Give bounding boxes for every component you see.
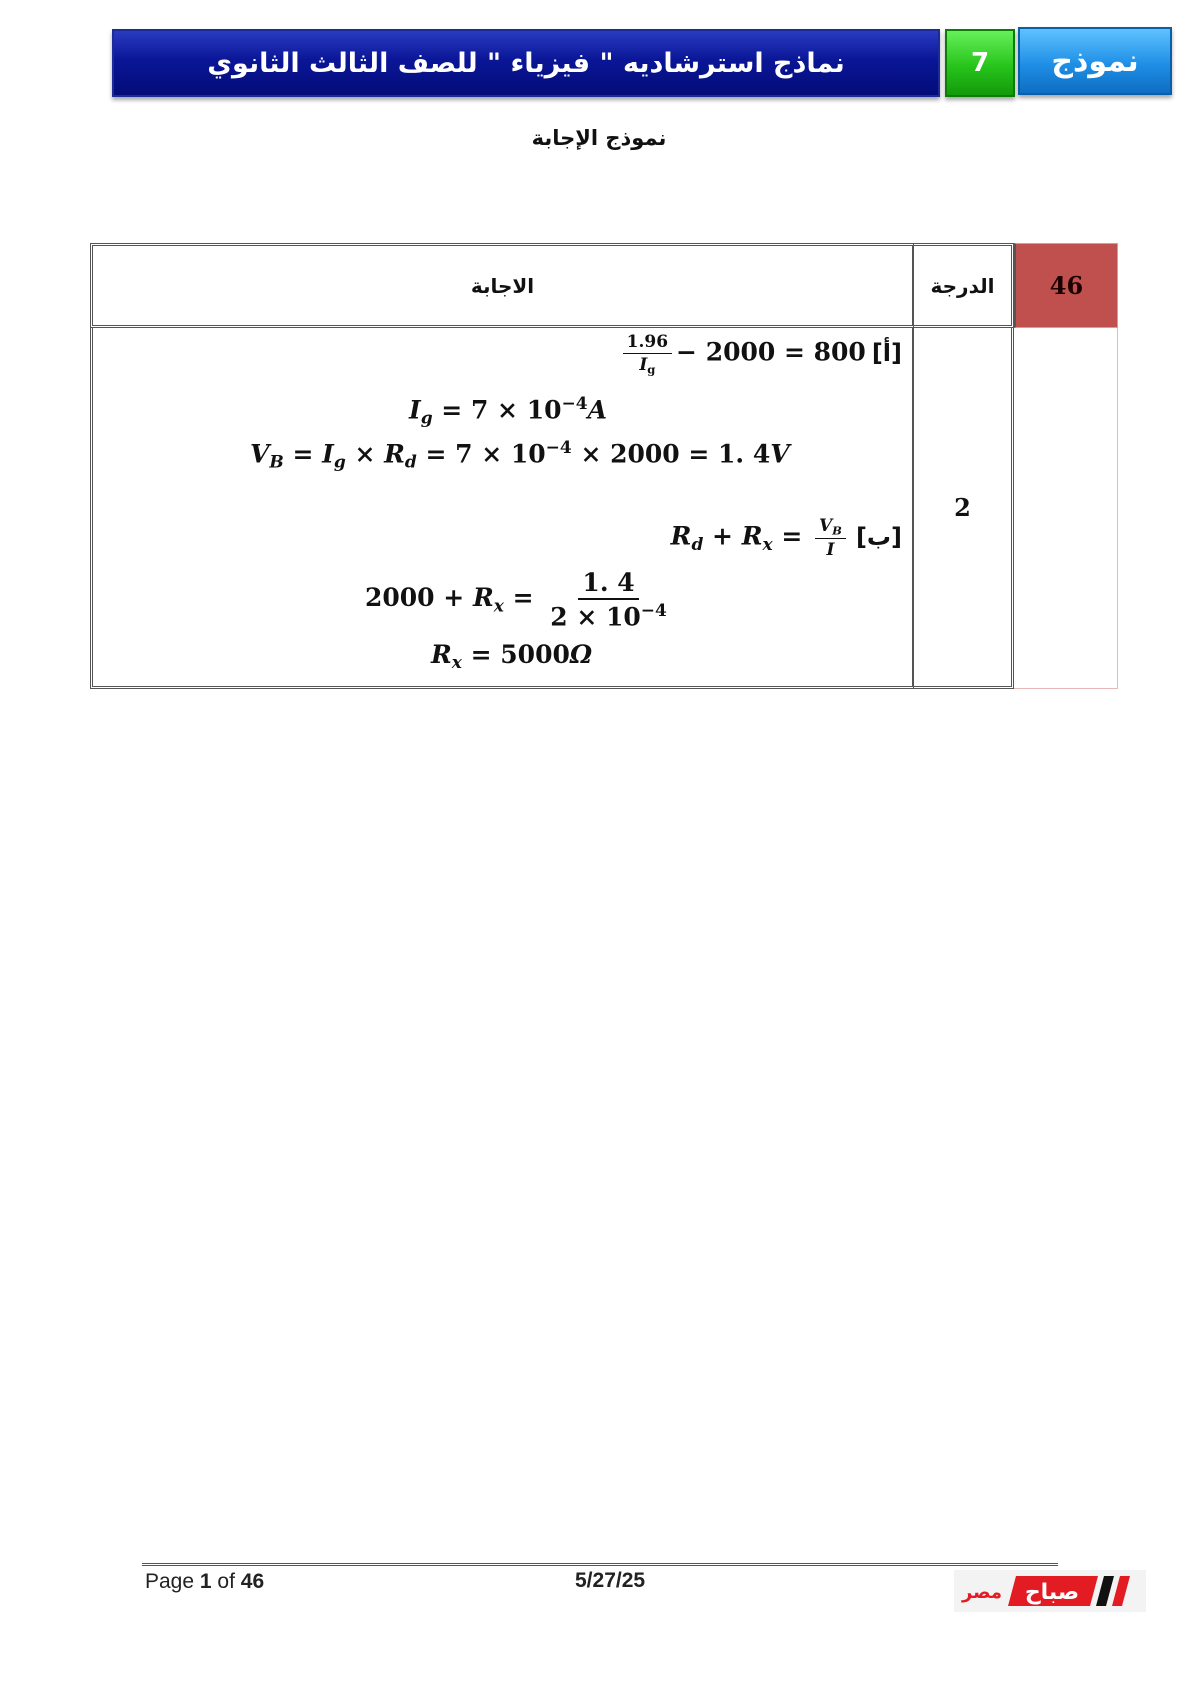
subscript: x (493, 596, 504, 617)
subscript: B (269, 452, 284, 473)
footer-divider (142, 1563, 1058, 1566)
subscript: g (333, 452, 346, 473)
variable: R (472, 583, 494, 613)
part-label-b: [ب] (855, 522, 902, 551)
part-label-a: [أ] (871, 338, 902, 367)
subscript: g (420, 408, 433, 429)
fraction-denominator: I (826, 540, 835, 561)
operator: + (703, 521, 742, 551)
page-subtitle: نموذج الإجابة (531, 126, 667, 150)
variable: V (250, 439, 270, 469)
equation-text: 2000 + (365, 583, 473, 613)
operator: × (345, 439, 385, 469)
header-title: نماذج استرشاديه " فيزياء " للصف الثالث الثانوي (207, 47, 845, 79)
unit: Ω (569, 640, 593, 669)
logo-main-text: صباح (1024, 1580, 1080, 1605)
fraction-numerator: V (818, 516, 833, 536)
fraction-numerator: 1. 4 (578, 568, 638, 600)
equation-line-3 (250, 438, 790, 472)
question-number-cell: 46 (1014, 243, 1118, 328)
equation-text: − 2000 = 800 (676, 337, 866, 367)
subscript: d (691, 534, 704, 555)
variable: R (384, 439, 405, 469)
operator: = (503, 583, 543, 613)
exponent: −4 (545, 438, 572, 458)
variable: R (670, 521, 692, 551)
model-label-badge: نموذج (1018, 27, 1172, 95)
exponent: −4 (561, 394, 588, 414)
fraction-1 (623, 332, 672, 376)
subscript: x (762, 534, 773, 555)
fraction-3 (546, 568, 671, 631)
page-of: of (211, 1570, 241, 1593)
unit: V (770, 439, 790, 469)
equation-line-5 (365, 568, 675, 631)
variable: R (431, 640, 452, 669)
subscript: g (647, 362, 656, 377)
header-banner (112, 29, 940, 97)
grade-cell: 2 (914, 328, 1014, 689)
grade-column-header: الدرجة (914, 243, 1014, 328)
page-indicator (145, 1570, 264, 1594)
equation-text: × 2000 = 1. 4 (571, 439, 771, 469)
answer-column-header: الاجابة (90, 243, 914, 328)
operator: = (772, 521, 811, 551)
answer-table (90, 243, 1118, 689)
fraction-denominator: I (639, 355, 648, 375)
sabah-masr-logo (954, 1570, 1146, 1612)
logo-sub-text: مصر (961, 1582, 1003, 1603)
variable: I (409, 395, 421, 425)
equation-line-4 (671, 516, 902, 560)
equation-line-1 (619, 332, 902, 376)
fraction-2 (815, 516, 846, 560)
exponent: −4 (640, 601, 667, 621)
equation-text: = 7 × 10 (432, 395, 562, 425)
equation-line-6 (431, 640, 592, 673)
subscript: B (832, 523, 842, 538)
variable: R (741, 521, 763, 551)
footer-date: 5/27/25 (575, 1569, 646, 1592)
fraction-numerator: 1.96 (623, 332, 672, 354)
model-number-badge: 7 (945, 29, 1015, 97)
subscript: x (451, 653, 462, 674)
subscript: d (404, 452, 417, 473)
unit: A (587, 395, 607, 425)
page-prefix: Page (145, 1570, 200, 1593)
operator: = (283, 439, 323, 469)
page-current: 1 (199, 1570, 212, 1593)
fraction-denominator: 2 × 10 (550, 602, 641, 632)
empty-cell (1014, 328, 1118, 689)
equation-line-2 (409, 394, 607, 428)
equation-text: = 5000 (461, 640, 570, 669)
variable: I (322, 439, 334, 469)
page-total: 46 (240, 1570, 265, 1593)
equation-text: = 7 × 10 (416, 439, 546, 469)
answer-cell (90, 328, 914, 689)
